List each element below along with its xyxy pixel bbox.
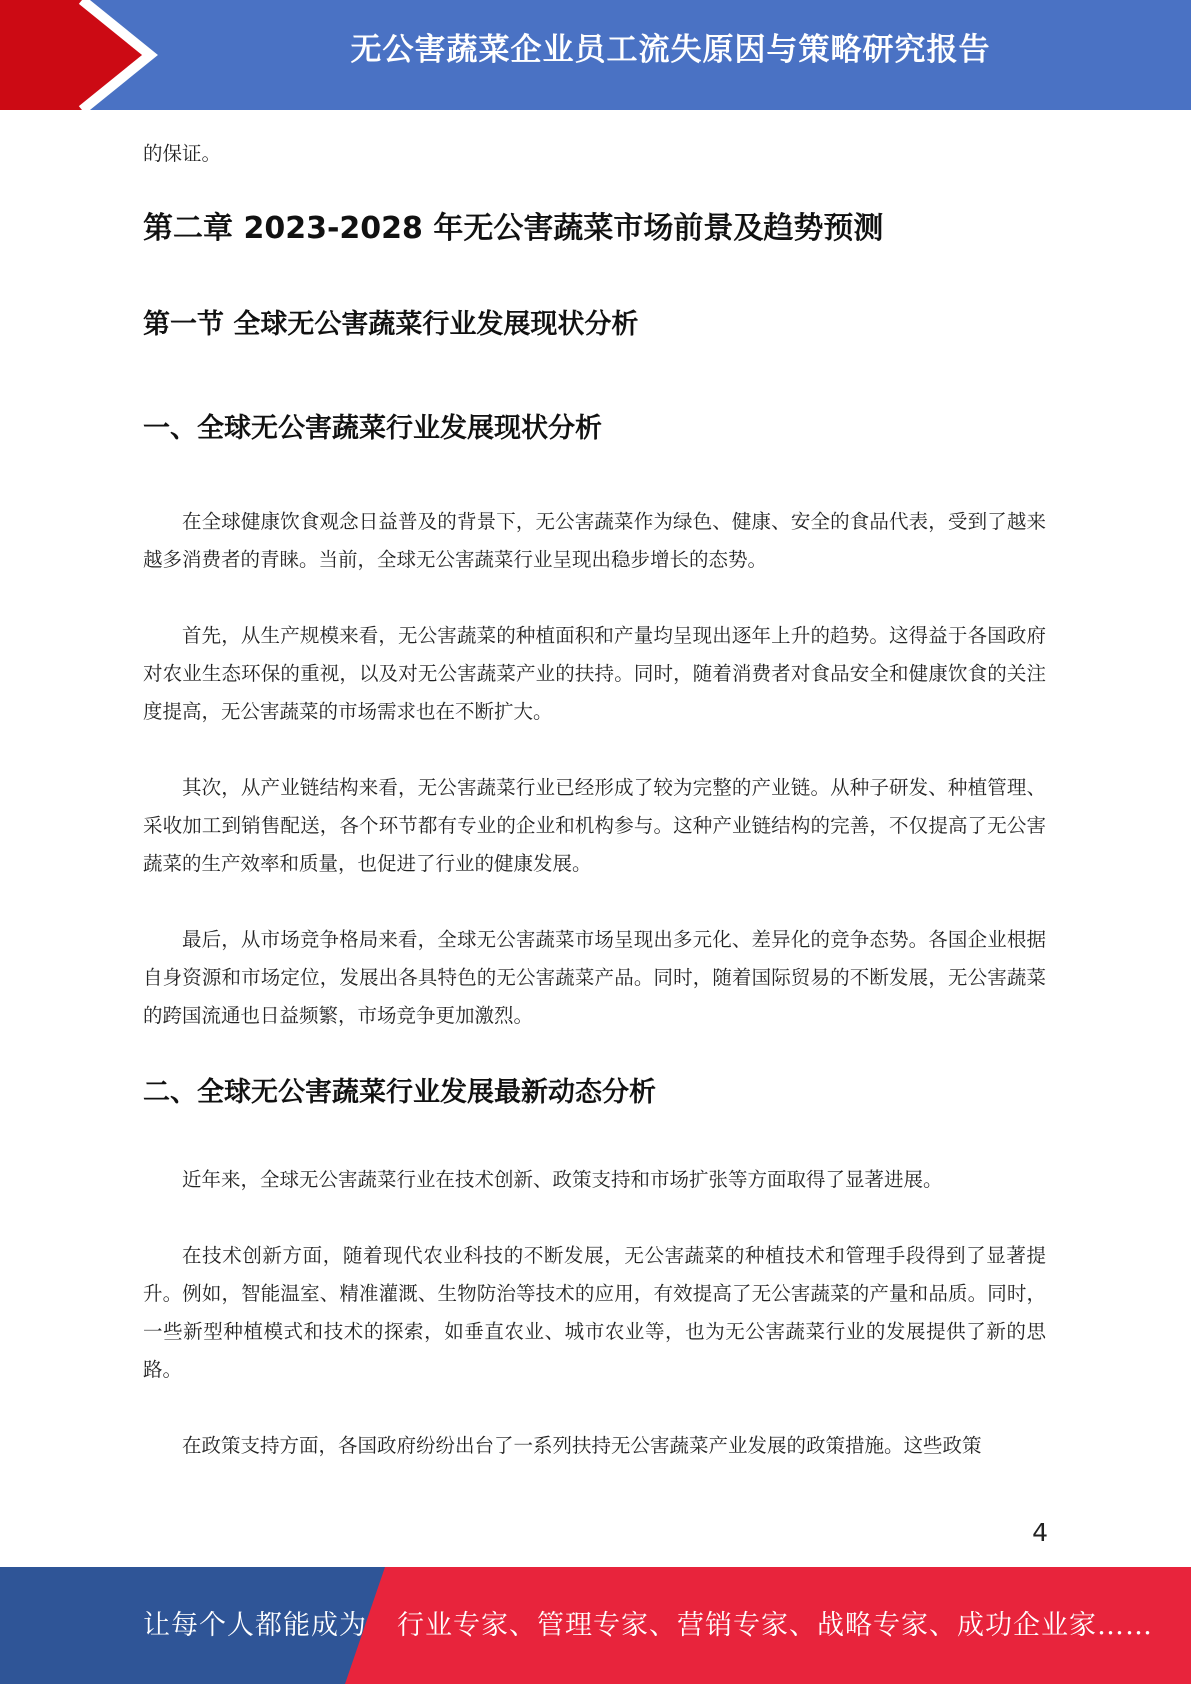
chapter-heading: 第二章 2023-2028 年无公害蔬菜市场前景及趋势预测 <box>143 211 884 246</box>
footer-slogan-right: 行业专家、管理专家、营销专家、战略专家、成功企业家…… <box>397 1610 1153 1641</box>
subsection-heading-1: 一、全球无公害蔬菜行业发展现状分析 <box>143 413 602 444</box>
footer-slogan-left: 让每个人都能成为 <box>143 1610 367 1641</box>
paragraph: 最后，从市场竞争格局来看，全球无公害蔬菜市场呈现出多元化、差异化的竞争态势。各国企业根据自身资源和市场定位，发展出各具特色的无公害蔬菜产品。同时，随着国际贸易的不断发展，无公害蔬菜的跨国流通也日益频繁，市场竞争更加激烈。 <box>143 928 1046 1027</box>
page-number: 4 <box>1032 1518 1048 1547</box>
paragraph: 近年来，全球无公害蔬菜行业在技术创新、政策支持和市场扩张等方面取得了显著进展。 <box>182 1168 943 1191</box>
page-header <box>0 0 1191 110</box>
page-content <box>143 135 1046 1465</box>
page-footer <box>0 1567 1191 1684</box>
document-title: 无公害蔬菜企业员工流失原因与策略研究报告 <box>350 32 991 68</box>
subsection-heading-2: 二、全球无公害蔬菜行业发展最新动态分析 <box>143 1077 656 1108</box>
paragraph: 在政策支持方面，各国政府纷纷出台了一系列扶持无公害蔬菜产业发展的政策措施。这些政策 <box>182 1434 982 1457</box>
paragraph: 其次，从产业链结构来看，无公害蔬菜行业已经形成了较为完整的产业链。从种子研发、种植管理、采收加工到销售配送，各个环节都有专业的企业和机构参与。这种产业链结构的完善，不仅提高了无公害蔬菜的生产效率和质量，也促进了行业的健康发展。 <box>143 776 1046 875</box>
header-arrow-decoration <box>0 0 160 110</box>
paragraph: 在全球健康饮食观念日益普及的背景下，无公害蔬菜作为绿色、健康、安全的食品代表，受到了越来越多消费者的青睐。当前，全球无公害蔬菜行业呈现出稳步增长的态势。 <box>143 510 1046 571</box>
section-heading: 第一节 全球无公害蔬菜行业发展现状分析 <box>143 309 639 340</box>
paragraph: 在技术创新方面，随着现代农业科技的不断发展，无公害蔬菜的种植技术和管理手段得到了显著提升。例如，智能温室、精准灌溉、生物防治等技术的应用，有效提高了无公害蔬菜的产量和品质。同时，一些新型种植模式和技术的探索，如垂直农业、城市农业等，也为无公害蔬菜行业的发展提供了新的思路。 <box>143 1244 1046 1381</box>
continued-text: 的保证。 <box>143 142 222 165</box>
paragraph: 首先，从生产规模来看，无公害蔬菜的种植面积和产量均呈现出逐年上升的趋势。这得益于各国政府对农业生态环保的重视，以及对无公害蔬菜产业的扶持。同时，随着消费者对食品安全和健康饮食的关注度提高，无公害蔬菜的市场需求也在不断扩大。 <box>143 624 1046 723</box>
